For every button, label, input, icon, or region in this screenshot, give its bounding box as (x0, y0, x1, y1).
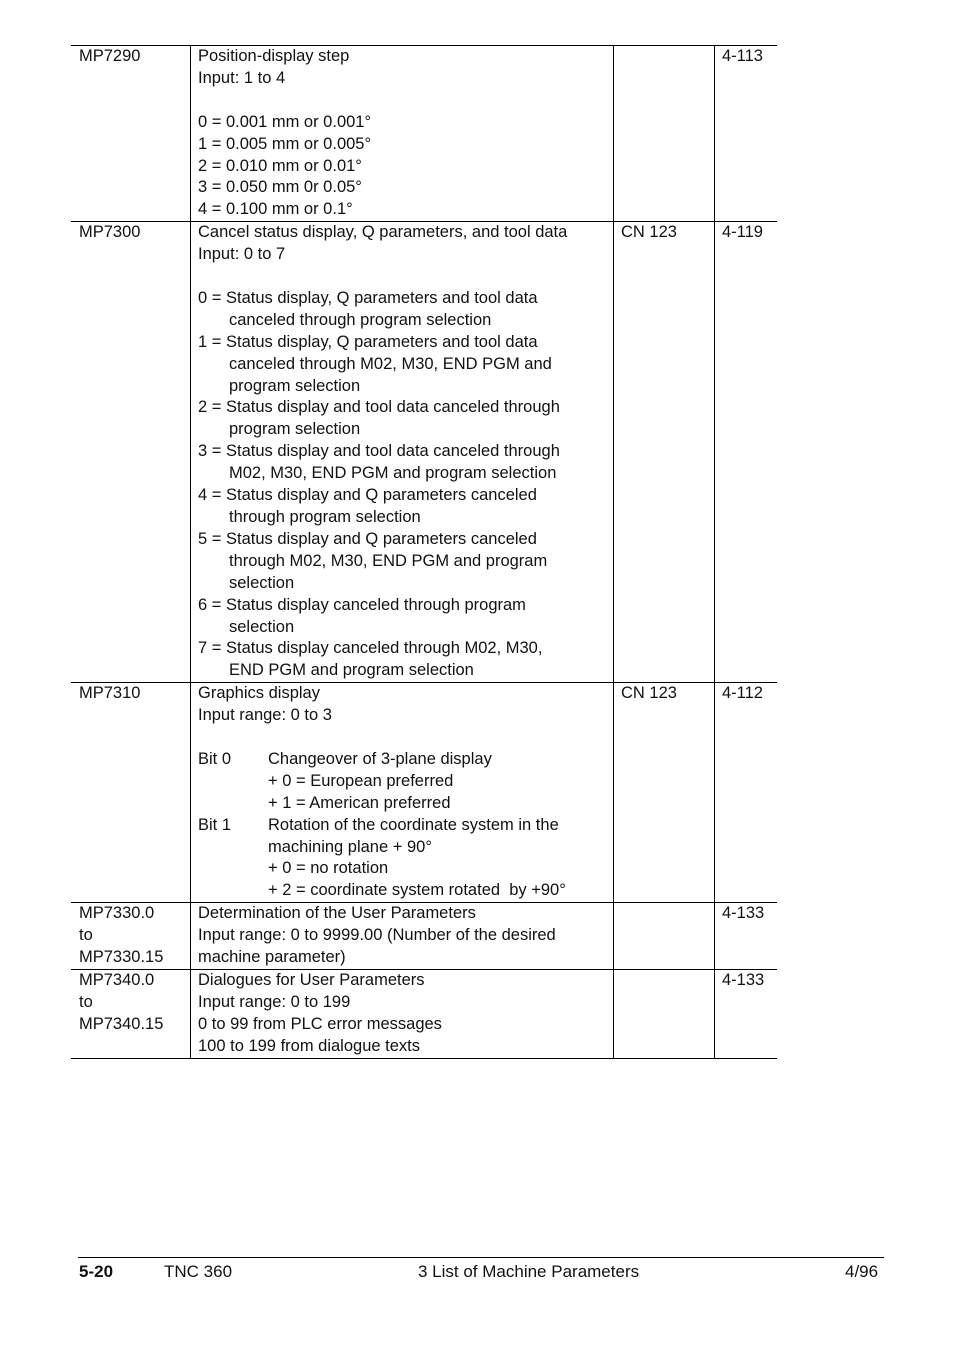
reference-cell (613, 683, 714, 902)
page-reference: 4-112 (722, 684, 763, 703)
description-line: 2 = Status display and tool data canceled through (198, 398, 560, 417)
reference-code: CN 123 (621, 223, 677, 242)
bit-line (198, 815, 607, 837)
reference-cell (613, 222, 714, 682)
description-line: through M02, M30, END PGM and program (229, 551, 548, 570)
description-line: END PGM and program selection (229, 661, 474, 680)
table-row (71, 221, 777, 682)
page-ref-cell (714, 970, 777, 1058)
reference-cell (613, 46, 714, 221)
reference-code (621, 970, 708, 992)
footer-model: TNC 360 (164, 1262, 233, 1281)
parameter-id: to (79, 926, 93, 945)
page-ref-cell (714, 46, 777, 221)
description-line (198, 266, 607, 288)
bit-line (198, 749, 607, 771)
bit-description: Rotation of the coordinate system in the (268, 815, 559, 834)
parameter-id: MP7330.0 (79, 904, 155, 923)
description-cell (190, 46, 613, 221)
parameter-id: MP7330.15 (79, 948, 164, 967)
description-line: program selection (229, 376, 361, 395)
page-reference: 4-133 (722, 904, 765, 923)
description-line: 0 = 0.001 mm or 0.001° (198, 112, 372, 131)
description-cell (190, 970, 613, 1058)
description-line: machine parameter) (198, 948, 346, 967)
bit-label: Bit 1 (198, 815, 232, 834)
footer-rule (78, 1257, 884, 1258)
reference-cell (613, 903, 714, 969)
description-line: 3 = 0.050 mm 0r 0.05° (198, 178, 362, 197)
description-cell (190, 222, 613, 682)
description-line: 1 = Status display, Q parameters and tool data (198, 332, 538, 351)
description-line: 7 = Status display canceled through M02, M30, (198, 639, 543, 658)
reference-code: CN 123 (621, 684, 677, 703)
parameter-id: to (79, 992, 93, 1011)
description-line: 0 to 99 from PLC error messages (198, 1014, 442, 1033)
page-reference: 4-119 (722, 223, 763, 242)
description-line: Cancel status display, Q parameters, and tool data (198, 223, 568, 242)
parameter-cell (71, 903, 190, 969)
parameter-cell (71, 683, 190, 902)
description-line: Input range: 0 to 9999.00 (Number of the desired (198, 926, 556, 945)
page-ref-cell (714, 683, 777, 902)
page-reference: 4-113 (722, 47, 763, 65)
bit-option: + 2 = coordinate system rotated by +90° (268, 881, 566, 900)
machine-parameter-table (71, 45, 777, 1059)
description-line: 1 = 0.005 mm or 0.005° (198, 134, 372, 153)
parameter-id: MP7340.0 (79, 971, 155, 990)
reference-code (621, 46, 708, 68)
footer-page-number: 5-20 (79, 1262, 114, 1281)
description-line: Input range: 0 to 199 (198, 992, 351, 1011)
description-line: canceled through M02, M30, END PGM and (229, 354, 552, 373)
bit-option: + 0 = no rotation (268, 859, 389, 878)
description-line: program selection (229, 420, 361, 439)
bit-description: Changeover of 3-plane display (268, 749, 492, 768)
parameter-cell (71, 970, 190, 1058)
table-row (71, 902, 777, 969)
table-row (71, 969, 777, 1059)
description-line: 100 to 199 from dialogue texts (198, 1036, 420, 1055)
parameter-id: MP7310 (79, 684, 141, 703)
bit-option: + 0 = European preferred (268, 771, 454, 790)
description-line: selection (229, 573, 295, 592)
bit-label: Bit 0 (198, 749, 232, 768)
description-line: Input range: 0 to 3 (198, 706, 332, 725)
description-line: Dialogues for User Parameters (198, 971, 425, 990)
description-line: 6 = Status display canceled through program (198, 595, 526, 614)
reference-cell (613, 970, 714, 1058)
description-line: 3 = Status display and tool data canceled through (198, 442, 560, 461)
description-line: Graphics display (198, 684, 320, 703)
page-ref-cell (714, 903, 777, 969)
description-line: 0 = Status display, Q parameters and tool data (198, 288, 538, 307)
description-line: 4 = 0.100 mm or 0.1° (198, 200, 353, 219)
page-reference: 4-133 (722, 971, 765, 990)
description-cell (190, 903, 613, 969)
description-cell (190, 683, 613, 902)
footer-section-title: 3 List of Machine Parameters (418, 1262, 640, 1281)
page-ref-cell (714, 222, 777, 682)
parameter-id: MP7300 (79, 223, 141, 242)
table-row (71, 682, 777, 902)
description-line: 2 = 0.010 mm or 0.01° (198, 156, 362, 175)
description-line: canceled through program selection (229, 310, 492, 329)
description-line: M02, M30, END PGM and program selection (229, 464, 557, 483)
table-row (71, 45, 777, 221)
description-line (198, 727, 607, 749)
description-line: 5 = Status display and Q parameters canceled (198, 529, 537, 548)
bit-option: + 1 = American preferred (268, 793, 451, 812)
description-line: 4 = Status display and Q parameters canceled (198, 486, 537, 505)
description-line: Input: 0 to 7 (198, 245, 286, 264)
description-line: Input: 1 to 4 (198, 68, 286, 87)
description-line: Position-display step (198, 47, 350, 65)
bit-option: machining plane + 90° (268, 837, 432, 856)
parameter-cell (71, 222, 190, 682)
footer-date: 4/96 (845, 1262, 879, 1281)
description-line: selection (229, 617, 295, 636)
parameter-id: MP7290 (79, 47, 141, 65)
reference-code (621, 903, 708, 925)
parameter-id: MP7340.15 (79, 1014, 164, 1033)
parameter-cell (71, 46, 190, 221)
description-line (198, 90, 607, 112)
description-line: through program selection (229, 508, 421, 526)
description-line: Determination of the User Parameters (198, 904, 476, 923)
